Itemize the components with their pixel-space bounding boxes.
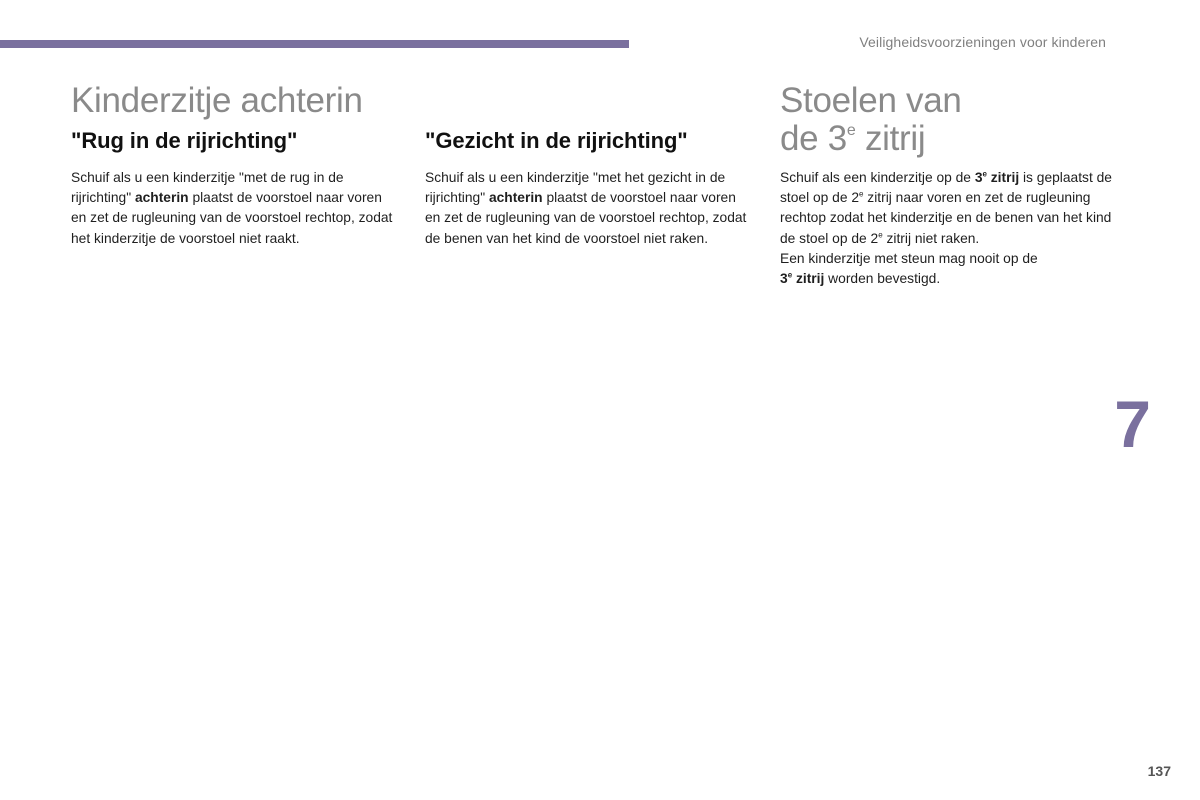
running-header: Veiligheidsvoorzieningen voor kinderen (859, 34, 1106, 50)
paragraph-third-row-2 (780, 249, 1120, 289)
subheading-rear-facing: "Rug in de rijrichting" (71, 128, 298, 153)
text: worden bevestigd. (824, 271, 941, 287)
text: plaatst de voorstoel naar voren en zet de rugleuning van de voorstoel rechtop, zodat het kinderzitje de voorstoel niet raakt. (71, 190, 393, 246)
title-line-2-post: zitrij (855, 119, 926, 158)
text: plaatst de voorstoel naar voren en zet de rugleuning van de voorstoel rechtop, zodat de benen van het kind de voorstoel niet raken. (425, 190, 747, 246)
title-line-2-sup: e (846, 122, 856, 140)
text: is geplaatst de stoel op de 2 (780, 170, 1112, 206)
paragraph-third-row-1 (780, 168, 1120, 249)
text: Schuif als u een kinderzitje "met de rug in de rijrichting" (71, 170, 344, 206)
bold-text: achterin (488, 190, 543, 206)
paragraphs-third-row (780, 168, 1120, 289)
superscript: e (859, 189, 864, 199)
text: zitrij naar voren en zet de rugleuning rechtop zodat het kinderzitje en de benen van het kind de stoel op de 2 (780, 190, 1112, 246)
page-number: 137 (1147, 763, 1171, 779)
bold-text: 3e zitrij (780, 270, 825, 287)
subheading-forward-facing: "Gezicht in de rijrichting" (425, 128, 688, 153)
header-accent-bar (0, 40, 629, 48)
text: Schuif als u een kinderzitje "met het gezicht in de rijrichting" (425, 170, 726, 206)
bold-text: achterin (134, 190, 189, 206)
section-title-rear-child-seat: Kinderzitje achterin (71, 81, 363, 120)
title-line-1: Stoelen van (780, 81, 962, 120)
chapter-number: 7 (1114, 387, 1151, 461)
superscript: e (878, 230, 883, 240)
paragraph-forward-facing (425, 168, 755, 249)
text: Een kinderzitje met steun mag nooit op de (780, 250, 1038, 266)
paragraph-rear-facing (71, 168, 401, 249)
text: zitrij niet raken. (882, 230, 980, 246)
text: Schuif als een kinderzitje op de (780, 170, 975, 185)
title-line-2-pre: de 3 (780, 119, 847, 158)
section-title-third-row (780, 82, 962, 158)
bold-text: 3e zitrij (974, 169, 1020, 185)
